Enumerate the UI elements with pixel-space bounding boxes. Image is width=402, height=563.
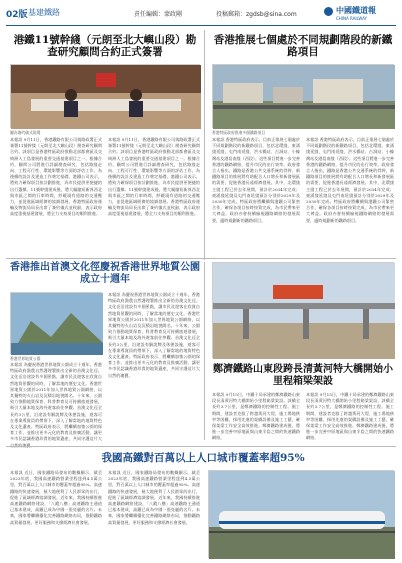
article1-caption: 圖為簽約儀式現場 [10,130,41,135]
article2-headline: 香港推展七個處於不同規劃階段的新鐵路項目 [213,34,393,59]
page-header [6,4,396,26]
article5-headline: 我國高鐵對百萬以上人口城市覆蓋率超95% [101,452,305,464]
article4-body: 本報訊 9月15日，中鐵十局承建的鄭濟鐵路山東段長清黃河特大橋開始小里程箱梁架設。該橋全長約3.7公里，是鄭濟鐵路的控制性工程。施工期間，建設者克服了跨越黃河大堤、施工場地狹窄等困難，採用先進的架橋設備及施工工藝，確保架梁工作安全高效推進。鄭濟鐵路建成後，將進一步完善中原地區與山東半島之間的快速鐵路網絡。 [212,392,300,441]
article2-photo [212,64,394,128]
article4-photo [212,262,394,358]
section-divider [6,258,396,259]
article3-headline: 香港推出首澳文化徑慶祝香港世界地質公園成立十週年 [10,262,200,285]
article5-body: 本報訊 近日，國家鐵路局發布的數據顯示，截至2023年底，我國高速鐵路營業里程達到4.5萬公里，對百萬以上人口城市的覆蓋率超過95%。高速鐵路的快速發展，極大地便利了人民群眾的出行，促進了區域經濟協調發展。近年來，我國持續推進高速鐵路網絡建設，「八縱八橫」高速鐵路主通道已基本建成，高鐵已成為中國一張亮麗的名片。未來，國家將繼續優化完善鐵路網絡布局，推動鐵路高質量發展，更好服務和支撐經濟社會發展。 [10,470,102,525]
signing-ceremony-photo-icon [11,65,201,129]
article5-body-col2: 本報訊 近日，國家鐵路局發布的數據顯示，截至2023年底，我國高速鐵路營業里程達到4.5萬公里，對百萬以上人口城市的覆蓋率超過95%。高速鐵路的快速發展，極大地便利了人民群眾的出行，促進了區域經濟協調發展。近年來，我國持續推進高速鐵路網絡建設，「八縱八橫」高速鐵路主通道已基本建成，高鐵已成為中國一張亮麗的名片。未來，國家將繼續優化完善鐵路網絡布局，推動鐵路高質量發展，更好服務和支撐經濟社會發展。 [108,470,200,525]
newspaper-logo-sub: CHINA RAILWAY [336,16,367,21]
article1-photo [10,64,200,128]
article1-body-col2: 本報訊 9月11日，香港鐵路有限公司與路政署正式簽署11號幹綫（元朗至北大嶼山段）勘查研究顧問合約。該項目是香港特區政府推動北部都會區及交椅洲人工島發展的重要交通基建項目之一。根據合約，顧問公司將進行詳細勘查研究，包括路綫走向、工程可行性、環境影響等方面的評估工作，為後續的設計及建造工作奠定基礎。港鐵公司表示，將致力確保項目按計劃推進，為市民提供更便捷的出行選擇。11號幹綫建成後，將大幅縮短新界西北與市區之間的行車時間，紓緩現有道路的交通壓力，並促進區域經濟的協調發展。香港特區政府運輸及物流局局長出席了簽約儀式並致辭，表示政府高度重視基建發展，將全力支持項目的順利推進。 [108,137,200,217]
page-number: 02版 [6,10,28,20]
article2-body: 本報訊 香港特區政府表示，目前正推展七個處於不同規劃階段的新鐵路項目，包括北環綫、東涌綫延綫、屯門南延綫、洪水橋站、古洞站、小蠔灣站及港島南綫（西段）。這些項目將進一步完善香港的鐵路網絡，提升市民的出行效率。政府發言人指出，鐵路是香港公共交通系統的骨幹，新鐵路項目的推展將有助配合人口增長和新發展區的需要，促進香港長遠經濟發展。其中，北環綫主綫工程已於去年展開，預計於2034年完成；東涌綫延綫及屯門南延綫預計分別於2029年及2030年完成。特區政府將繼續與港鐵公司緊密合作，確保各項目按時按質完成，為市民帶來更大裨益。政府亦會持續檢視鐵路網絡的發展需要，適時規劃新的鐵路項目。 [212,137,301,223]
article1-body: 本報訊 9月11日，香港鐵路有限公司與路政署正式簽署11號幹綫（元朗至北大嶼山段）勘查研究顧問合約。該項目是香港特區政府推動北部都會區及交椅洲人工島發展的重要交通基建項目之一。根據合約，顧問公司將進行詳細勘查研究，包括路綫走向、工程可行性、環境影響等方面的評估工作，為後續的設計及建造工作奠定基礎。港鐵公司表示，將致力確保項目按計劃推進，為市民提供更便捷的出行選擇。11號幹綫建成後，將大幅縮短新界西北與市區之間的行車時間，紓緩現有道路的交通壓力，並促進區域經濟的協調發展。香港特區政府運輸及物流局局長出席了簽約儀式並致辭，表示政府高度重視基建發展，將全力支持項目的順利推進。 [10,137,102,217]
article1-headline: 港鐵11號幹綫（元朗至北大嶼山段）勘查研究顧問合約正式簽署 [13,34,197,59]
article2-caption: 香港特區政府推進多個鐵路項目 [212,130,266,135]
article2-body-col2: 本報訊 香港特區政府表示，目前正推展七個處於不同規劃階段的新鐵路項目，包括北環綫、東涌綫延綫、屯門南延綫、洪水橋站、古洞站、小蠔灣站及港島南綫（西段）。這些項目將進一步完善香港的鐵路網絡，提升市民的出行效率。政府發言人指出，鐵路是香港公共交通系統的骨幹，新鐵路項目的推展將有助配合人口增長和新發展區的需要，促進香港長遠經濟發展。其中，北環綫主綫工程已於去年展開，預計於2034年完成；東涌綫延綫及屯門南延綫預計分別於2029年及2030年完成。特區政府將繼續與港鐵公司緊密合作，確保各項目按時按質完成，為市民帶來更大裨益。政府亦會持續檢視鐵路網絡的發展需要，適時規劃新的鐵路項目。 [306,137,395,223]
submission-email: 投稿郵箱：zgdsb@sina.com [216,11,297,18]
high-speed-train-photo-icon [209,471,395,559]
newspaper-logo: 中國鐵道報 [336,6,376,15]
newspaper-logo-icon [324,7,333,16]
article4-headline: 鄭濟鐵路山東段跨長清黃河特大橋開始小里程箱梁架設 [213,364,393,387]
geopark-photo-icon [11,293,103,355]
article3-caption: 香港世界地質公園 [10,356,41,361]
article3-body: 本報訊 為慶祝香港世界地質公園成立十週年，香港特區政府漁農自然護理署推出全新的首澳文化徑。文化徑沿途設有多個景點，讓市民及遊客在欣賞自然地質景觀的同時，了解當地的歷史文化。香港世界地質公園於2011年加入世界地質公園網絡，以其獨特的火山岩及沉積岩地貌聞名。十年來，公園致力推動地質保育、科普教育及可持續旅遊發展，吸引大量本地及海外遊客前往參觀。首澳文化徑全長約3公里，沿途設有解說牌及休憩設施，遊客可在專業導賞員的帶領下，深入了解當地的地質特色及文化遺產。特區政府表示，將繼續加強公園的保育工作，並推出更多元化的教育及推廣活動，讓更多市民認識香港珍貴的地質遺產，共同守護這片大 [10,362,102,442]
column-divider [204,30,205,260]
article5-photo [208,470,394,558]
section-title: 基建鐵路 [28,8,60,17]
article3-body-col2: 本報訊 為慶祝香港世界地質公園成立十週年，香港特區政府漁農自然護理署推出全新的首澳文化徑。文化徑沿途設有多個景點，讓市民及遊客在欣賞自然地質景觀的同時，了解當地的歷史文化。香港世界地質公園於2011年加入世界地質公園網絡，以其獨特的火山岩及沉積岩地貌聞名。十年來，公園致力推動地質保育、科普教育及可持續旅遊發展，吸引大量本地及海外遊客前往參觀。首澳文化徑全長約3公里，沿途設有解說牌及休憩設施，遊客可在專業導賞員的帶領下，深入了解當地的地質特色及文化遺產。特區政府表示，將繼續加強公園的保育工作，並推出更多元化的教育及推廣活動，讓更多市民認識香港珍貴的地質遺產，共同守護這片大自然的瑰寶。 [108,292,200,378]
bridge-construction-photo-icon [213,263,395,359]
article3-photo [10,292,102,354]
section-divider-2 [6,446,396,447]
editor-credit: 責任編輯：蒙政剛 [134,11,183,18]
railway-construction-photo-icon [213,65,395,129]
article4-body-col2: 本報訊 9月15日，中鐵十局承建的鄭濟鐵路山東段長清黃河特大橋開始小里程箱梁架設。該橋全長約3.7公里，是鄭濟鐵路的控制性工程。施工期間，建設者克服了跨越黃河大堤、施工場地狹窄等困難，採用先進的架橋設備及施工工藝，確保架梁工作安全高效推進。鄭濟鐵路建成後，將進一步完善中原地區與山東半島之間的快速鐵路網絡。 [306,392,394,441]
column-divider-2 [204,262,205,440]
